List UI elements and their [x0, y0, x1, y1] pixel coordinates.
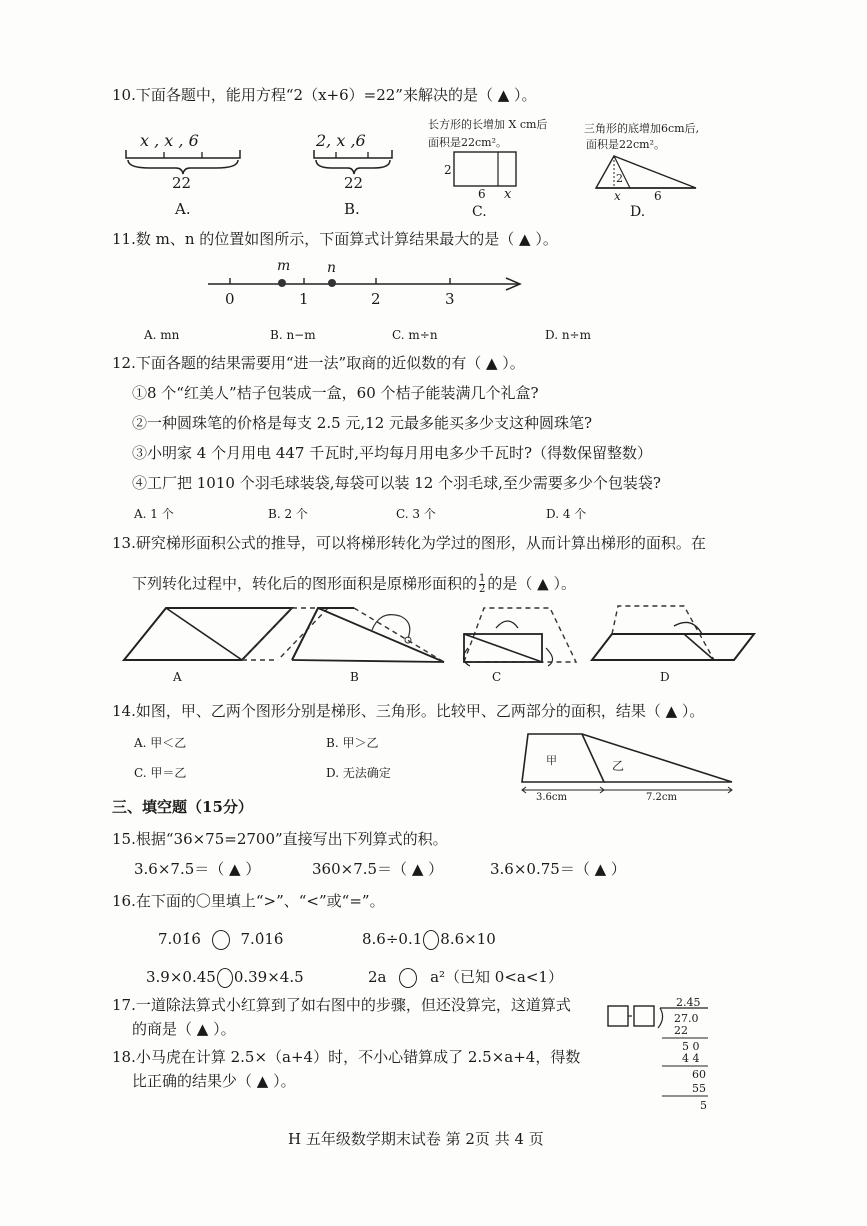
q16-item-3-left: 3.9×0.45 [146, 968, 216, 986]
q13-line1: 13.研究梯形面积公式的推导，可以将梯形转化为学过的图形，从而计算出梯形的面积。在 [112, 534, 706, 552]
q17-row-1: 22 [674, 1024, 688, 1037]
q16-item-2-left: 8.6÷0.1 [362, 930, 423, 948]
compare-circle[interactable] [399, 968, 417, 988]
q12-stem: 12.下面各题的结果需要用“进一法”取商的近似数的有（ ▲ ）。 [112, 354, 525, 372]
page-footer: H 五年级数学期末试卷 第 2页 共 4 页 [288, 1130, 544, 1148]
q11-option-d: D. n÷m [545, 328, 591, 342]
q17-row-4: 60 [692, 1068, 706, 1081]
q10-d-height: 2 [616, 172, 623, 185]
compare-circle[interactable] [212, 930, 230, 950]
q14-figure [516, 728, 742, 808]
q14-jia: 甲 [546, 754, 557, 767]
q12-item-4: ④工厂把 1010 个羽毛球装袋,每袋可以装 12 个羽毛球,至少需要多少个包装袋? [132, 474, 661, 492]
q10-a-top: x , x , 6 [140, 131, 199, 150]
q13-label-b: B [350, 670, 359, 684]
q14-stem: 14.如图，甲、乙两个图形分别是梯形、三角形。比较甲、乙两部分的面积，结果（ ▲ ）。 [112, 702, 705, 720]
q10-a-label: A. [175, 200, 191, 218]
q14-option-d: D. 无法确定 [326, 766, 391, 780]
q10-c-label: C. [472, 204, 487, 218]
q16-item-4-right: a²（已知 0<a<1） [430, 968, 563, 986]
q11-option-a: A. mn [144, 328, 180, 342]
q11-tick-0: 0 [225, 290, 235, 308]
q16-item-2 [362, 930, 496, 950]
q10-d-x: x [614, 189, 621, 203]
q12-option-c: C. 3 个 [396, 507, 436, 521]
q17-row-2: 5 0 [682, 1040, 700, 1053]
q10-a-total: 22 [172, 174, 192, 192]
q13-line2 [132, 574, 576, 595]
q10-d-label: D. [630, 204, 646, 220]
compare-circle[interactable] [423, 930, 439, 950]
q13-label-d: D [660, 670, 670, 684]
q10-c-height: 2 [444, 163, 452, 177]
q10-c-note2: 面积是22cm²。 [428, 136, 507, 149]
q11-stem: 11.数 m、n 的位置如图所示，下面算式计算结果最大的是（ ▲ ）。 [112, 230, 558, 248]
q13-label-c: C [492, 670, 502, 684]
q10-option-d-figure [584, 118, 704, 226]
q16-item-1 [158, 930, 283, 950]
q10-option-a-figure [120, 128, 250, 196]
q13-frac-num: 1 [479, 573, 486, 584]
q12-option-a: A. 1 个 [134, 507, 174, 521]
q13-line2-pre: 下列转化过程中，转化后的图形面积是原梯形面积的 [132, 574, 478, 593]
q13-figures [118, 600, 758, 672]
q11-number-line [200, 254, 530, 314]
q16-item-3-right: 0.39×4.5 [233, 968, 304, 986]
q10-b-label: B. [344, 200, 360, 218]
section-3-title: 三、填空题（15分） [112, 798, 253, 816]
q12-option-d: D. 4 个 [546, 507, 587, 521]
q16-item-4 [368, 968, 563, 988]
q10-option-b-figure [310, 128, 400, 196]
q10-d-note2: 面积是22cm²。 [586, 138, 665, 151]
q13-line2-post: 的是（ ▲ ）。 [487, 574, 576, 593]
q17-line2: 的商是（ ▲ ）。 [132, 1020, 236, 1038]
compare-circle[interactable] [217, 968, 233, 988]
q10-b-top: 2, x ,6 [316, 131, 366, 150]
q11-tick-2: 2 [371, 290, 381, 308]
q10-c-note1: 长方形的长增加 X cm后 [428, 118, 548, 131]
q17-row-3: 4 4 [682, 1052, 700, 1065]
q16-stem: 16.在下面的〇里填上“>”、“<”或“=”。 [112, 892, 385, 910]
q17-row-5: 55 [692, 1082, 706, 1095]
q17-row-6: 5 [700, 1099, 707, 1112]
q12-item-3: ③小明家 4 个月用电 447 千瓦时,平均每月用电多少千瓦时?（得数保留整数） [132, 444, 653, 462]
q11-tick-3: 3 [445, 290, 455, 308]
q12-option-b: B. 2 个 [268, 507, 308, 521]
q18-line2: 比正确的结果少（ ▲ ）。 [132, 1072, 296, 1090]
q17-dividend: 27.0 [674, 1012, 699, 1025]
q15-item-2: 360×7.5＝（ ▲ ） [312, 860, 444, 878]
q15-stem: 15.根据“36×75=2700”直接写出下列算式的积。 [112, 830, 448, 848]
q15-item-1: 3.6×7.5＝（ ▲ ） [134, 860, 261, 878]
q10-c-x: x [504, 187, 512, 202]
q14-yi: 乙 [612, 759, 625, 773]
q10-d-note1: 三角形的底增加6cm后, [584, 122, 700, 135]
q16-item-1-left: 7.01̇6̇ [158, 930, 201, 948]
q10-stem: 10.下面各题中，能用方程“2（x+6）=22”来解决的是（ ▲ ）。 [112, 86, 537, 104]
q16-item-2-right: 8.6×10 [440, 930, 496, 948]
q16-item-1-right: 7.0̇16̇ [240, 930, 284, 948]
q10-b-total: 22 [344, 174, 364, 192]
q15-item-3: 3.6×0.75＝（ ▲ ） [490, 860, 626, 878]
q10-d-six: 6 [654, 189, 662, 203]
q12-item-1: ①8 个“红美人”桔子包装成一盒，60 个桔子能装满几个礼盒? [132, 384, 539, 402]
q16-item-3 [146, 968, 304, 988]
q13-fraction [479, 574, 485, 595]
q17-line1: 17.一道除法算式小红算到了如右图中的步骤，但还没算完，这道算式 [112, 996, 571, 1014]
q11-m-label: m [277, 258, 291, 274]
q14-option-c: C. 甲＝乙 [134, 766, 187, 780]
q12-item-2: ②一种圆珠笔的价格是每支 2.5 元,12 元最多能买多少支这种圆珠笔? [132, 414, 593, 432]
q14-dim1: 3.6cm [536, 792, 567, 803]
q11-option-c: C. m÷n [392, 328, 438, 342]
q18-line1: 18.小马虎在计算 2.5×（a+4）时，不小心错算成了 2.5×a+4，得数 [112, 1048, 581, 1066]
q11-option-b: B. n−m [270, 328, 316, 342]
q14-dim2: 7.2cm [646, 792, 677, 803]
q11-n-label: n [327, 260, 337, 276]
q13-frac-den: 2 [479, 584, 486, 595]
q14-option-b: B. 甲＞乙 [326, 736, 379, 750]
q13-label-a-text: A [173, 670, 182, 684]
q11-tick-1: 1 [299, 290, 309, 308]
q17-quotient: 2.45 [676, 996, 701, 1009]
q16-item-4-left: 2a [368, 968, 387, 986]
q10-c-width: 6 [478, 187, 486, 201]
q17-long-division [604, 996, 716, 1118]
q10-option-c-figure [426, 114, 566, 222]
q14-option-a: A. 甲＜乙 [134, 736, 187, 750]
